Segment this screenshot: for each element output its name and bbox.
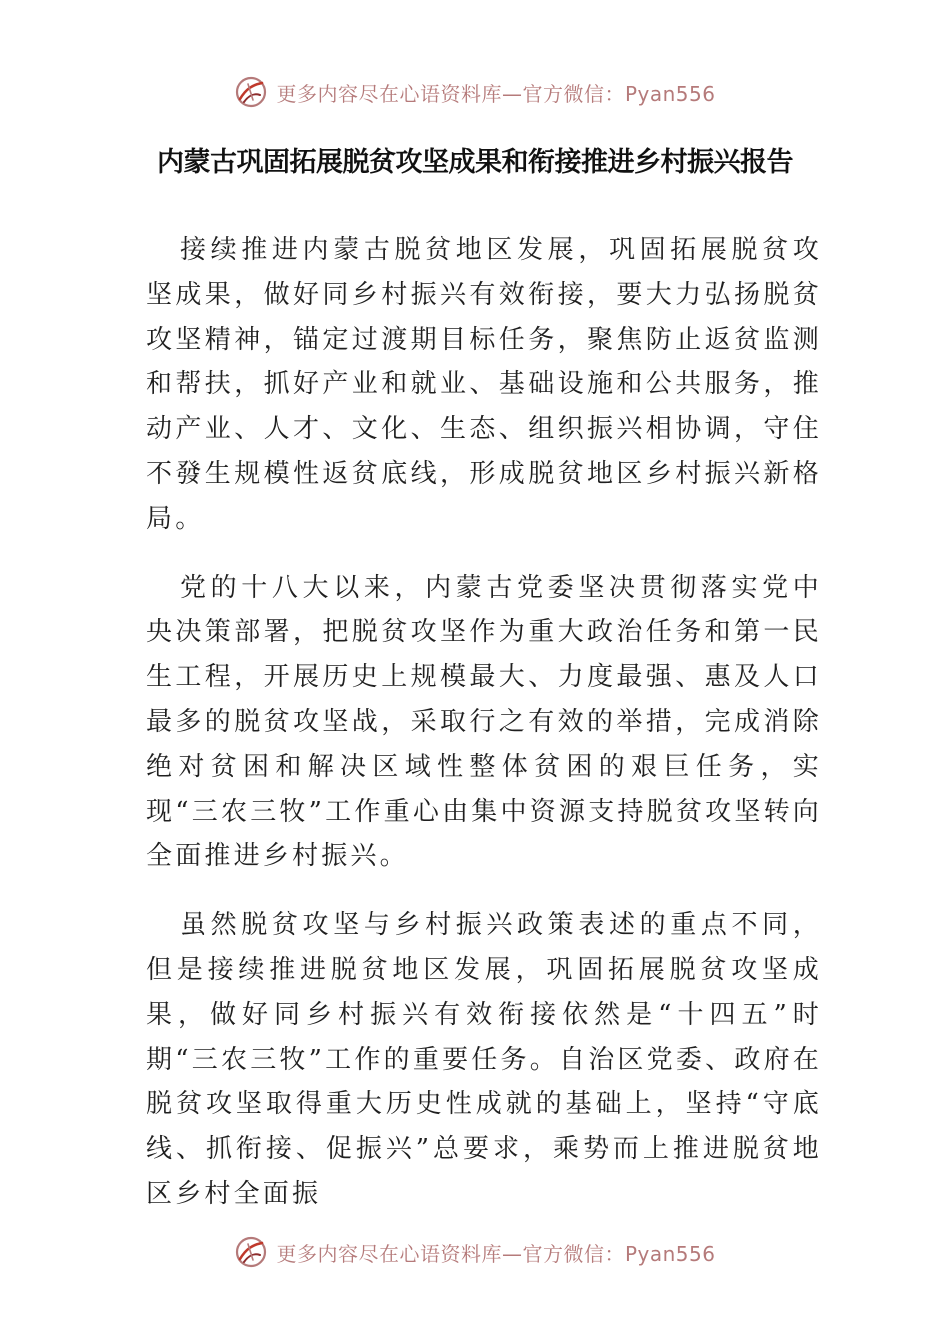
document-title: 内蒙古巩固拓展脱贫攻坚成果和衔接推进乡村振兴报告 xyxy=(157,147,793,178)
brush-signature-logo-icon xyxy=(234,1235,268,1269)
paragraph: 接续推进内蒙古脱贫地区发展，巩固拓展脱贫攻坚成果，做好同乡村振兴有效衔接，要大力弘扬脱贫攻坚精神，锚定过渡期目标任务，聚焦防止返贫监测和帮扶，抓好产业和就业、基础设施和公共服务，推动产业、人才、文化、生态、组织振兴相协调，守住不發生规模性返贫底线，形成脱贫地区乡村振兴新格局。 xyxy=(146,235,822,534)
watermark-text: 更多内容尽在心语资料库—官方微信：Pyan556 xyxy=(276,81,716,106)
header-watermark xyxy=(0,72,950,112)
footer-watermark xyxy=(0,1232,950,1272)
paragraph: 虽然脱贫攻坚与乡村振兴政策表述的重点不同，但是接续推进脱贫地区发展，巩固拓展脱贫攻坚成果，做好同乡村振兴有效衔接依然是“十四五”时期“三农三牧”工作的重要任务。自治区党委、政府在脱贫攻坚取得重大历史性成就的基础上，坚持“守底线、抓衔接、促振兴”总要求，乘势而上推进脱贫地区乡村全面振 xyxy=(146,910,822,1209)
document-body xyxy=(146,228,822,1241)
paragraph: 党的十八大以来，内蒙古党委坚决贯彻落实党中央决策部署，把脱贫攻坚作为重大政治任务和第一民生工程，开展历史上规模最大、力度最强、惠及人口最多的脱贫攻坚战，采取行之有效的举措，完成消除绝对贫困和解决区域性整体贫困的艰巨任务，实现“三农三牧”工作重心由集中资源支持脱贫攻坚转向全面推进乡村振兴。 xyxy=(146,572,822,872)
brush-signature-logo-icon xyxy=(234,75,268,109)
watermark-text: 更多内容尽在心语资料库—官方微信：Pyan556 xyxy=(276,1241,716,1266)
